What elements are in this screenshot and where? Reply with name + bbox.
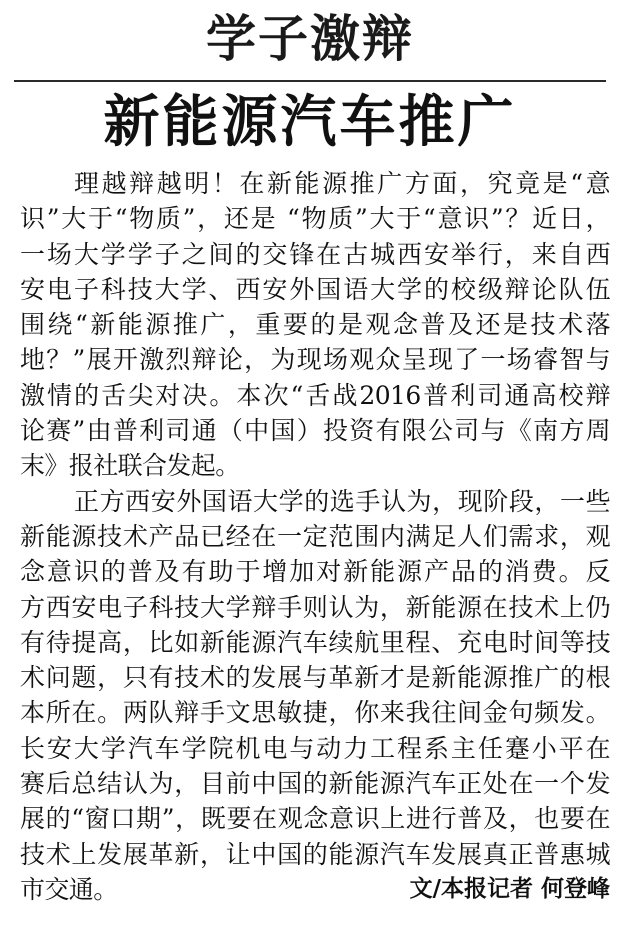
text-line: 本所在。两队辩手文思敏捷，你来我往间金句频发。 xyxy=(20,698,610,728)
text-line: 激情的舌尖对决。本次“舌战2016普利司通高校辩 xyxy=(20,380,610,410)
headline: 新能源汽车推广 xyxy=(103,90,517,155)
article-body xyxy=(20,166,610,907)
text-line: 末》报社联合发起。 xyxy=(20,451,240,481)
text-line: 一场大学学子之间的交锋在古城西安举行，来自西 xyxy=(20,239,610,269)
title-divider xyxy=(14,80,606,82)
text-line: 术问题，只有技术的发展与革新才是新能源推广的根 xyxy=(20,663,610,693)
text-line: 新能源技术产品已经在一定范围内满足人们需求，观 xyxy=(20,521,610,551)
text-line: 念意识的普及有助于增加对新能源产品的消费。反 xyxy=(20,557,610,587)
kicker-title: 学子激辩 xyxy=(206,10,414,68)
text-line: 论赛”由普利司通（中国）投资有限公司与《南方周 xyxy=(20,416,610,446)
text-line: 安电子科技大学、西安外国语大学的校级辩论队伍 xyxy=(20,274,610,304)
text-line: 理越辩越明！在新能源推广方面，究竟是“意 xyxy=(74,169,610,198)
text-line: 地？”展开激烈辩论，为现场观众呈现了一场睿智与 xyxy=(20,345,610,375)
byline: 文/本报记者 何登峰 xyxy=(409,875,610,902)
text-line: 赛后总结认为，目前中国的新能源汽车正处在一个发 xyxy=(20,769,610,799)
paragraph-1 xyxy=(20,166,610,484)
text-line: 长安大学汽车学院机电与动力工程系主任蹇小平在 xyxy=(20,733,610,763)
text-line: 技术上发展革新，让中国的能源汽车发展真正普惠城 xyxy=(20,839,610,869)
text-line: 展的“窗口期”，既要在观念意识上进行普及，也要在 xyxy=(20,804,610,834)
final-line xyxy=(20,872,610,907)
text-line: 正方西安外国语大学的选手认为，现阶段，一些 xyxy=(74,486,610,516)
last-text: 市交通。 xyxy=(20,874,118,904)
paragraph-2 xyxy=(20,484,610,908)
text-line: 有待提高，比如新能源汽车续航里程、充电时间等技 xyxy=(20,627,610,657)
text-line: 围绕“新能源推广，重要的是观念普及还是技术落 xyxy=(20,310,610,340)
text-line: 识”大于“物质”，还是 “物质”大于“意识”？近日， xyxy=(20,204,610,234)
text-line: 方西安电子科技大学辩手则认为，新能源在技术上仍 xyxy=(20,592,610,622)
